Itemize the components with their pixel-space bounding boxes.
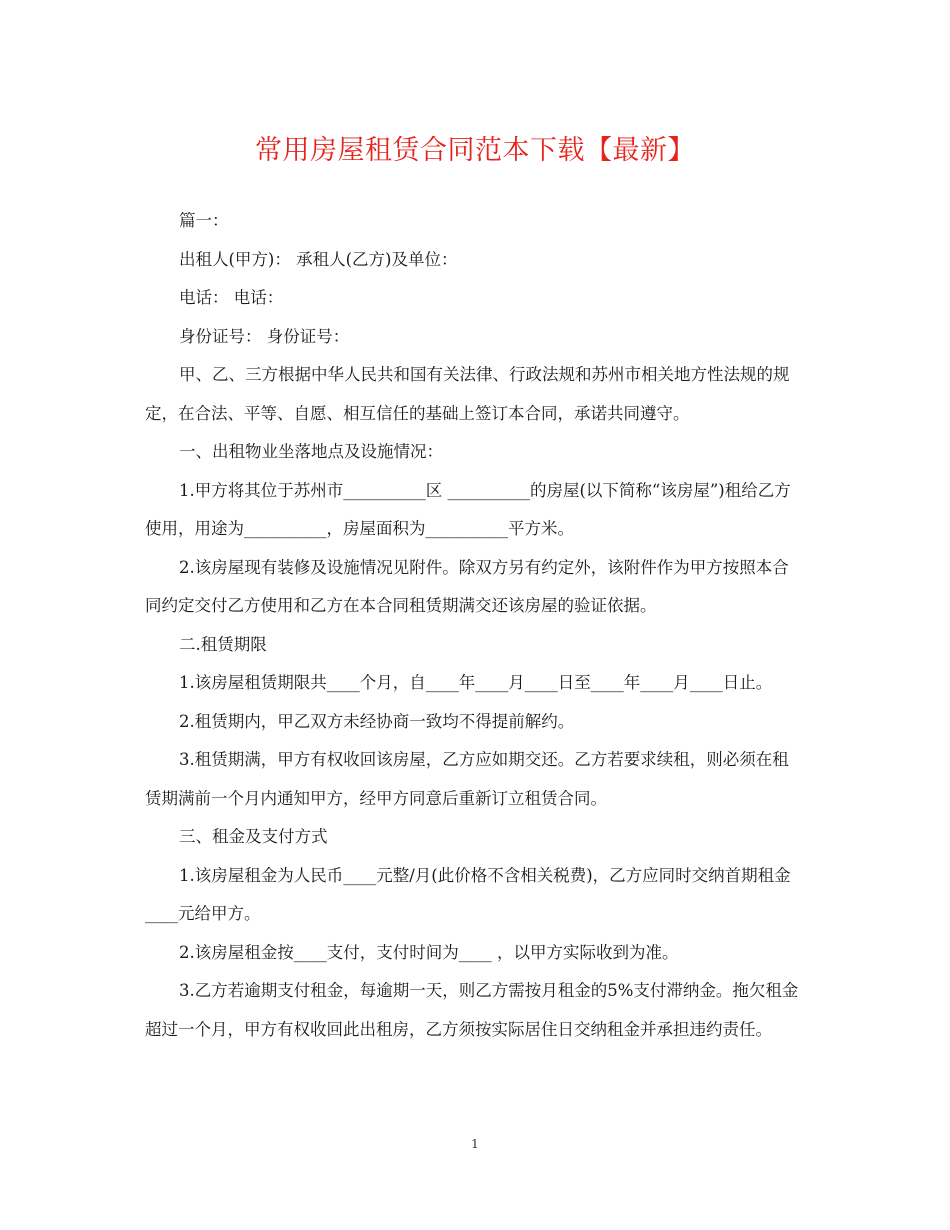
preamble-paragraph: 甲、乙、三方根据中华人民共和国有关法律、行政法规和苏州市相关地方性法规的规定，在合法、平等、自愿、相互信任的基础上签订本合同，承诺共同遵守。 <box>145 365 790 423</box>
heading-rent-payment: 三、租金及支付方式 <box>179 827 328 846</box>
document-title: 常用房屋租赁合同范本下载【最新】 <box>255 135 695 166</box>
document-body <box>145 202 805 1049</box>
section-label: 篇一： <box>179 211 229 230</box>
page-number: 1 <box>471 1137 479 1151</box>
clause-2-2: 2.租赁期内，甲乙双方未经协商一致均不得提前解约。 <box>179 711 575 731</box>
heading-lease-term: 二.租赁期限 <box>179 634 267 654</box>
party-names-line: 出租人(甲方)： 承租人(乙方)及单位： <box>179 249 458 269</box>
clause-1-2: 2.该房屋现有装修及设施情况见附件。除双方另有约定外，该附件作为甲方按照本合同约定交付乙方使用和乙方在本合同租赁期满交还该房屋的验证依据。 <box>145 557 789 615</box>
clause-2-3: 3.租赁期满，甲方有权收回该房屋，乙方应如期交还。乙方若要求续租，则必须在租赁期满前一个月内通知甲方，经甲方同意后重新订立租赁合同。 <box>145 750 789 808</box>
clause-3-2: 2.该房屋租金按____支付，支付时间为____ ，以甲方实际收到为准。 <box>179 942 679 962</box>
id-number-line: 身份证号： 身份证号： <box>179 326 350 346</box>
heading-property-location: 一、出租物业坐落地点及设施情况： <box>179 442 443 461</box>
phone-line: 电话： 电话： <box>179 288 284 307</box>
clause-3-3: 3.乙方若逾期支付租金，每逾期一天，则乙方需按月租金的5%支付滞纳金。拖欠租金超过一个月，甲方有权收回此出租房，乙方须按实际居住日交纳租金并承担违约责任。 <box>145 981 799 1039</box>
clause-1-1: 1.甲方将其位于苏州市__________区 __________的房屋(以下简称“该房屋”)租给乙方使用，用途为__________，房屋面积为__________平方米。 <box>145 480 791 538</box>
clause-3-1: 1.该房屋租金为人民币____元整/月(此价格不含相关税费)，乙方应同时交纳首期租金____元给甲方。 <box>145 865 791 923</box>
clause-2-1: 1.该房屋租赁期限共____个月，自____年____月____日至____年____月____日止。 <box>179 673 773 692</box>
